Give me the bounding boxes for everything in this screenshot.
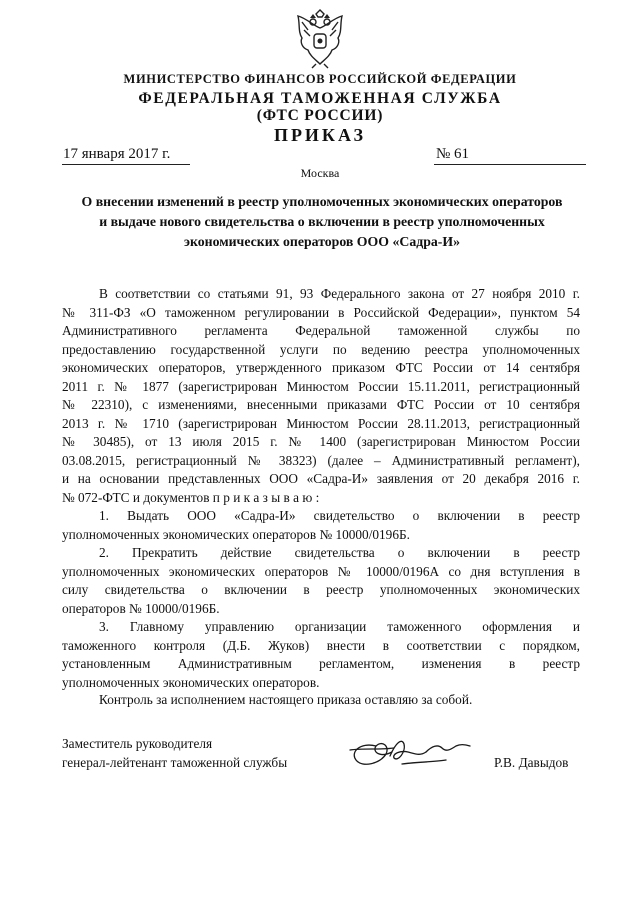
item-line: операторов № 10000/0196Б. [62, 600, 220, 616]
number-underline [434, 164, 586, 165]
date-underline [62, 164, 190, 165]
preamble-line: № 072-ФТС и документов п р и к а з ы в а ю : [62, 489, 320, 505]
item-line: уполномоченных экономических операторов № 10000/0196Б. [62, 526, 410, 542]
item-line: таможенного контроля (Д.Б. Жуков) внести в соответствии с порядком, [62, 637, 580, 653]
position-line-2: генерал-лейтенант таможенной службы [62, 755, 288, 770]
preamble-line: № 30485), от 13 июля 2015 г. № 1400 (зарегистрирован Минюстом России [62, 434, 580, 449]
preamble-line: 03.08.2015, регистрационный № 38323) (далее – Административный регламент), [62, 452, 580, 468]
control-text: Контроль за исполнением настоящего приказа оставляю за собой. [99, 692, 473, 707]
item-line: 2. Прекратить действие свидетельства о включении в реестр [99, 545, 580, 560]
order-date: 17 января 2017 г. [63, 146, 171, 162]
preamble-line: экономических операторов, утвержденного приказом ФТС России от 14 сентября [62, 360, 580, 375]
signatory-position [62, 734, 287, 772]
preamble-line: 2011 г. № 1877 (зарегистрирован Минюстом России 15.11.2011, регистрационный [62, 378, 580, 394]
order-item-1 [62, 507, 580, 544]
preamble-line: предоставлению государственной услуги по ведению реестра уполномоченных [62, 341, 580, 357]
preamble-line: Административного регламента Федеральной таможенной службы по [62, 323, 580, 338]
preamble-line: № 311-ФЗ «О таможенном регулировании в Российской Федерации», пунктом 54 [62, 304, 580, 320]
preamble-line: и на основании представленных ООО «Садра-И» заявления от 20 декабря 2016 г. [62, 471, 580, 486]
order-item-3 [62, 618, 580, 692]
position-line-1: Заместитель руководителя [62, 736, 213, 751]
item-line: уполномоченных экономических операторов. [62, 674, 320, 690]
signatory-name: Р.В. Давыдов [494, 755, 569, 770]
order-title [62, 192, 582, 252]
ministry-name: МИНИСТЕРСТВО ФИНАНСОВ РОССИЙСКОЙ ФЕДЕРАЦИИ [123, 72, 517, 86]
order-item-2 [62, 544, 580, 618]
order-number: № 61 [436, 146, 470, 162]
service-name: ФЕДЕРАЛЬНАЯ ТАМОЖЕННАЯ СЛУЖБА [138, 90, 502, 107]
title-line: О внесении изменений в реестр уполномоченных экономических операторов [81, 194, 563, 209]
title-line: и выдаче нового свидетельства о включении в реестр уполномоченных [99, 214, 545, 229]
preamble-line: 2013 г. № 1710 (зарегистрирован Минюстом России 28.11.2013, регистрационный [62, 415, 580, 431]
item-line: уполномоченных экономических операторов № 10000/0196А со дня вступления в [62, 563, 580, 579]
preamble-line: № 22310), с изменениями, внесенными приказами ФТС России от 10 сентября [62, 397, 580, 412]
state-emblem-icon [292, 8, 348, 70]
preamble-line: В соответствии со статьями 91, 93 Федерального закона от 27 ноября 2010 г. [99, 286, 580, 301]
item-line: силу свидетельства о включении в реестр уполномоченных экономических [62, 582, 580, 597]
handwritten-signature [346, 728, 476, 776]
title-line: экономических операторов ООО «Садра-И» [184, 234, 460, 249]
item-line: установленным Административным регламентом, изменения в реестр [62, 656, 580, 671]
item-line: 3. Главному управлению организации таможенного оформления и [99, 619, 580, 634]
control-paragraph [62, 691, 580, 710]
document-type: ПРИКАЗ [273, 125, 367, 145]
item-line: 1. Выдать ООО «Садра-И» свидетельство о включении в реестр [99, 508, 580, 523]
service-short-name: (ФТС РОССИИ) [256, 107, 384, 124]
order-city: Москва [300, 166, 340, 180]
preamble-paragraph [62, 285, 580, 507]
